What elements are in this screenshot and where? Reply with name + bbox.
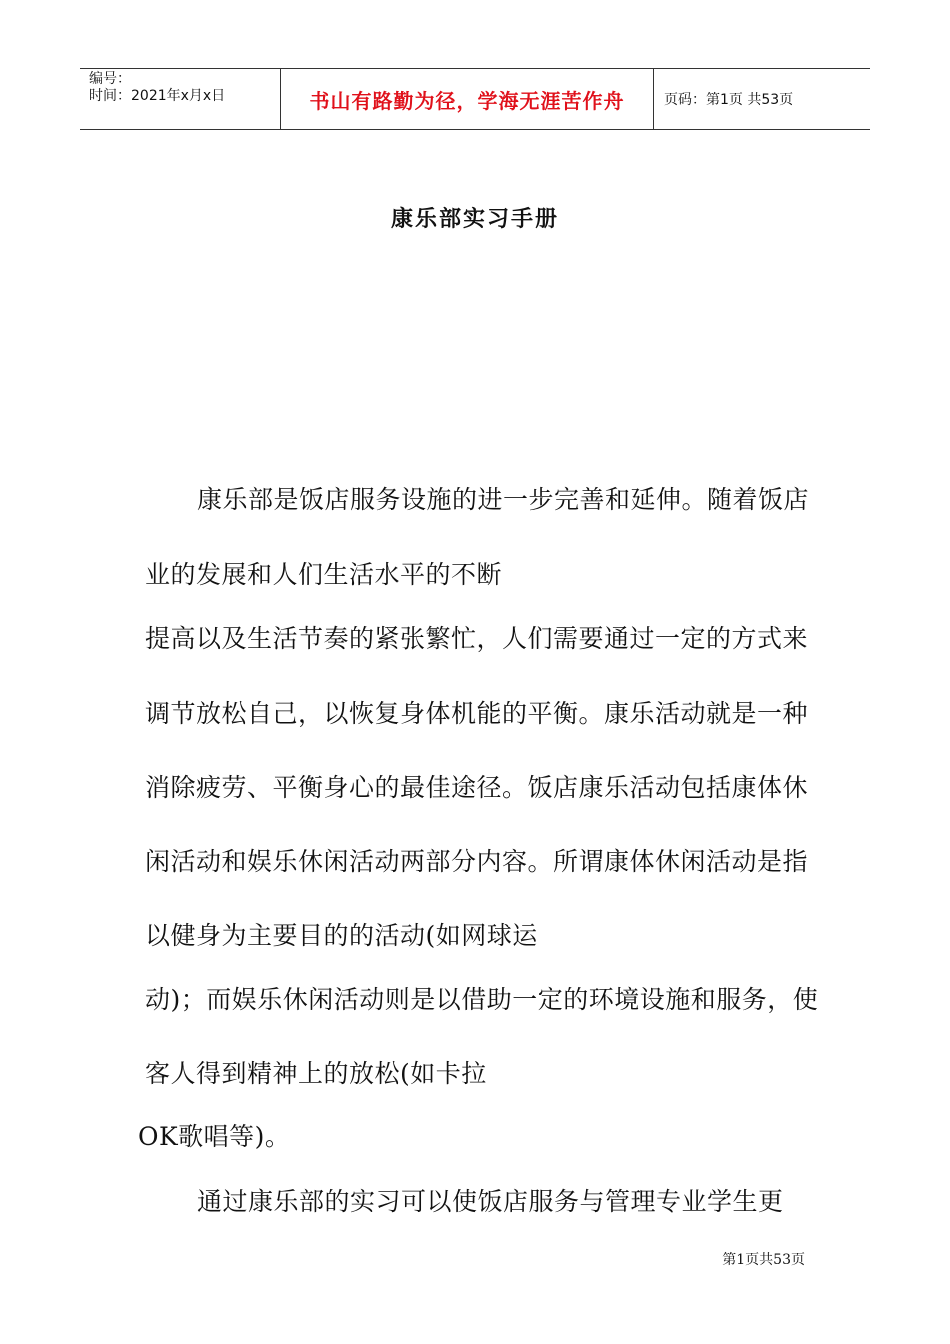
body-line: 闲活动和娱乐休闲活动两部分内容。所谓康体休闲活动是指 — [145, 847, 809, 876]
body-line: 消除疲劳、平衡身心的最佳途径。饭店康乐活动包括康体休 — [145, 773, 809, 802]
number-label: 编号： — [89, 71, 131, 87]
header-meta — [80, 69, 281, 129]
header-page-info: 页码：第1页 共53页 — [664, 92, 794, 108]
header-motto-cell — [281, 69, 654, 129]
body-line: 提高以及生活节奏的紧张繁忙，人们需要通过一定的方式来 — [145, 624, 809, 653]
body-line: 调节放松自己，以恢复身体机能的平衡。康乐活动就是一种 — [145, 699, 809, 728]
body-line: 通过康乐部的实习可以使饭店服务与管理专业学生更 — [197, 1187, 784, 1216]
body-line: 康乐部是饭店服务设施的进一步完善和延伸。随着饭店 — [197, 485, 810, 514]
motto: 书山有路勤为径，学海无涯苦作舟 — [309, 88, 625, 113]
document-title: 康乐部实习手册 — [390, 207, 559, 232]
body-line: 客人得到精神上的放松(如卡拉 — [145, 1059, 487, 1088]
body-line: 以健身为主要目的的活动(如网球运 — [145, 921, 538, 950]
body-line: OK歌唱等)。 — [138, 1122, 291, 1151]
page-header — [80, 68, 870, 130]
time-label: 时间：2021年x月x日 — [89, 88, 226, 104]
body-line: 动)；而娱乐休闲活动则是以借助一定的环境设施和服务，使 — [145, 985, 819, 1014]
page-footer: 第1页共53页 — [722, 1252, 805, 1268]
body-line: 业的发展和人们生活水平的不断 — [145, 560, 503, 589]
